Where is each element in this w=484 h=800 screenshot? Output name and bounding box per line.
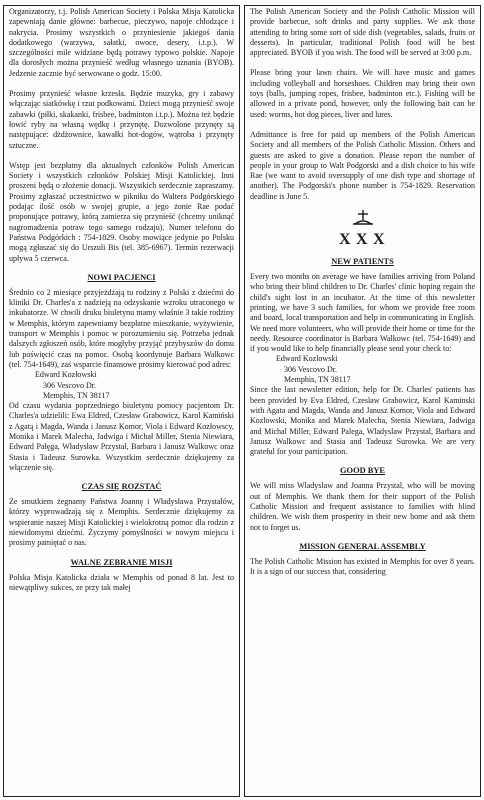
english-assembly-heading: MISSION GENERAL ASSEMBLY — [299, 541, 426, 551]
address-line: Memphis, TN 38117 — [43, 390, 110, 400]
polish-games-paragraph: Prosimy przynieść własne krzesła. Będzie muzyka, gry i zabawy włączając siatkówkę i rzut podkowami. Dzieci mogą przynieść swoje zabawki (piłki, skakanki, frisbee, badminton i.t.p.). Można też będzie łowić ryby na własną wędkę i przynętę. Dozwolone przynęty są następujące: dżdżownice, kawałki hot-dogów, wątroba i przynęty sztuczne. — [9, 89, 236, 150]
svg-text:X: X — [372, 231, 385, 249]
english-goodbye-heading: GOOD BYE — [340, 466, 385, 476]
triple-x-cross-emblem-icon — [333, 208, 393, 248]
english-patients-paragraph: Every two months on average we have families arriving from Poland who bring their blind children to Dr. Charles' clinic hoping regain the child's sight lost in an incubator. At the time of this newsletter printing, we have 3 such families, for whom we provide free room and board, local transportation and help in communicating in English. We need more volunteers, who will provide their home or time for the needy. Resource coordinator is Barbara Walkowc (tel. 754-1649) and if you would like to help financially please send your check to: — [250, 272, 477, 354]
polish-assembly-heading: WALNE ZEBRANIE MISJI — [70, 557, 173, 567]
polish-intro-paragraph: Organizatorzy, t.j. Polish American Society i Polska Misja Katolicka zapewniają danie główne: barbecue, pieczywo, napoje chłodzące i nakrycia. Prosimy wszystkich o przyniesienie jakiegoś dania dodatkowego (warzywa, sałatki, owoce, desery, i.t.p.). W szczególności mile widziane będą potrawy typowo polskie. Napoje dla dorosłych można przynieść według własnego uznania (BYOB). Jedzenie zacznie być serwowane o godz. 15:00. — [9, 7, 236, 78]
polish-admission-paragraph: Wstęp jest bezpłatny dla aktualnych członków Polish American Society i wszystkich członków Polskiej Misji Katolickiej. Inni proszeni będą o złożenie donacji. Wszystkich serdecznie zapraszamy. Prosimy zgłaszać uczestnictwo w pikniku do Waltera Podgórskiego podając ilość osób w swojej grupie, a jego żonie Rae podać proponujące potrawy, którą zamierza się przynieść (chcemy uniknąć nagromadzenia potraw tego samego rodzaju). Numer telefonu do Państwa Podgórkich : 754-1829. Osoby mowiące jedynie po Polsku mogą zgłaszać się do Urszuli Bis (tel. 385-6967). Termin rezerwacji upływa 5 czerwca. — [9, 160, 236, 263]
english-donation-address — [276, 354, 475, 385]
english-goodbye-paragraph: We will miss Wladyslaw and Joanna Przystal, who will be moving out of Memphis. We thank them for their support of the Polish Catholic Mission and frequent assistance to families with blind children. We wish them prosperity in their new home and ask them not to forget us. — [250, 481, 477, 532]
address-line: 306 Vescovo Dr. — [284, 364, 337, 374]
polish-donation-address — [35, 370, 234, 401]
address-line: Memphis, TN 38117 — [284, 375, 351, 385]
english-intro-paragraph: The Polish American Society and the Polish Catholic Mission will provide barbecue, soft drinks and party supplies. We ask those attending to bring some sort of side dish (vegetables, salads, fruits or desserts). In particular, traditional Polish food will be best appreciated. BYOB if you wish. The food will be served at 3:00 p.m. — [250, 7, 477, 58]
polish-goodbye-heading: CZAS SIĘ ROZSTAĆ — [81, 482, 162, 492]
english-helpers-paragraph: Since the last newsletter edition, help for Dr. Charles' patients has been provided by Eva Eldred, Czeslaw Grabowicz, Karol Kaminski with Agata and Magda, Wanda and Janusz Komor, Viola and Edward Kozlowski, Monika and Marek Malecha, Stenia Niewiara, Jadwiga and Michal Miller, Edward Palega, Wladyslaw Przystal, Barbara and Janusz Walkowc and Stasia and Tadeusz Surowka. We are very grateful for your participation. — [250, 385, 477, 457]
english-admission-paragraph: Admittance is free for paid up members of the Polish American Society and all members of the Polish Catholic Mission. Others and guests are asked to give a donation. Please report the number of people in your group to Walt Podgorski and a dish choice to his wife Rae (we want to avoid oversupply of one dish type and shortage of another). The Podgorski's phone number is 754-1829. Reservation deadline is June 5. — [250, 129, 477, 201]
polish-helpers-paragraph: Od czasu wydania poprzedniego biuletynu pomocy pacjentom Dr. Charles'a udzielili: Ewa Eldred, Czesław Grabowicz, Karol Kamiński z Agatą i Magda, Wanda i Janusz Komor, Viola i Edward Kozłowscy, Monika i Marek Malecha, Jadwiga i Michał Miller, Stenia Niewiara, Edward Pałęga, Władysław Przystał, Barbara i Janusz Walkowc oraz Stasia i Tadeusz Surowka. Wszystkim serdecznie dziękujemy za włączenie się. — [9, 401, 236, 472]
polish-patients-paragraph: Średnio co 2 miesiące przyjeżdżają tu rodziny z Polski z dziećmi do kliniki Dr. Charles'a z nadzieją na odzyskanie wzroku utraconego w inkubatorze. W chwili druku biuletynu mamy właśnie 3 takie rodziny w Memphis, którym zapewniamy bezpłatne mieszkanie, wyżywienie, transport w Memphis i pomoc w porozumieniu się. Potrzeba jednak dalszych zgłoszeń osób, które mogłyby przyjąć przybyszów do domu lub poświęcić czas na pomoc. Osobą koordynuje Barbara Walkowc (tel. 754-1649), zaś wsparcie finansowe prosimy kierować pod adres: — [9, 287, 236, 369]
polish-column — [3, 5, 240, 797]
english-column — [244, 5, 481, 797]
address-line: 306 Vescovo Dr. — [43, 380, 96, 390]
svg-text:X: X — [355, 231, 368, 249]
polish-goodbye-paragraph: Ze smutkiem żegnamy Państwa Joannę i Władysława Przystałów, którzy wyprowadzają się z Memphis. Serdecznie dziękujemy za wspieranie naszej Misji Katolickiej i wielokrotną pomoc dla rodzin z niewidomymi dziećmi. Życzymy pomyślności w nowym miejscu i prosimy pamiętać o nas. — [9, 497, 236, 548]
polish-patients-heading: NOWI PACJENCI — [87, 272, 156, 282]
address-line: Edward Kozlowski — [276, 354, 338, 364]
address-line: Edward Kozłowski — [35, 370, 97, 380]
polish-assembly-paragraph: Polska Misja Katolicka działa w Memphis od ponad 8 lat. Jest to niewątpliwy sukces, ze przy tak małej — [9, 572, 236, 592]
svg-text:X: X — [338, 231, 351, 249]
english-games-paragraph: Please bring your lawn chairs. We will have music and games including volleyball and horseshoes. Children may bring their own toys (balls, jumping ropes, frisbee, badminton etc.). Fishing will be allowed in a private pond, however, only the following bait can be used: worms, hot dog pieces, liver and lures. — [250, 68, 477, 119]
english-assembly-paragraph: The Polish Catholic Mission has existed in Memphis for over 8 years. It is a sign of our success that, considering — [250, 556, 477, 577]
english-patients-heading: NEW PATIENTS — [331, 257, 394, 267]
